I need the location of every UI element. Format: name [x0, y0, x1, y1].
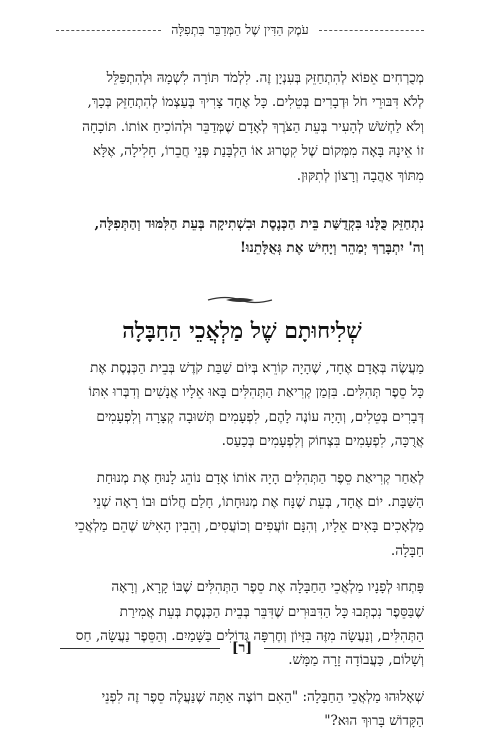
paragraph-1 [60, 66, 424, 188]
paragraph-3 [60, 356, 424, 454]
paragraph-line: נִתְחַזֵּק כֻּלָּנוּ בִּקְדֻשַּׁת בֵּית הַכְּנֶסֶת וּבִשְׁתִיקָה בְּעֵת הַלִּמּוּד וְהַתְּפִלָּה, [94, 216, 424, 232]
ornament-divider [206, 294, 274, 306]
page-number-footer [60, 640, 424, 657]
header-rule-right [319, 30, 424, 31]
paragraph-line: שְׁאָלוּהוּ מַלְאֲכֵי הַחַבָּלָה: "הַאִם רוֹצֶה אַתָּה שֶׁנַּעֲלֶה סֵפֶר זֶה לִפְנֵי [101, 688, 424, 705]
paragraph-6 [60, 685, 424, 734]
paragraph-line: וְשָׁלוֹם, כַּעֲבוֹדָה זָרָה מַמָּשׁ. [288, 652, 424, 669]
paragraph-line: הַקָּדוֹשׁ בָּרוּךְ הוּא?" [324, 713, 424, 730]
paragraph-line: וְה' יִתְבָּרַךְ יְמַהֵר וְיָחִישׁ אֶת גְּאֻלָּתֵנוּ! [239, 240, 424, 257]
footer-rule-right [264, 648, 424, 649]
running-header [56, 22, 424, 38]
paragraph-line: וְלֹא לַחְשֹׁשׁ לְהָעִיר בְּעֵת הַצֹּרֶךְ לְאָדָם שֶׁמְּדַבֵּר וּלְהוֹכִיחַ אוֹתוֹ. תּוֹכָחָה [82, 118, 424, 135]
paragraph-5 [60, 575, 424, 673]
running-title: עֹמֶק הַדִּין שֶׁל הַמְּדַבֵּר בִּתְפִלָּה [171, 22, 309, 37]
paragraph-line: מְכֻרְחִים אֵפוֹא לְהִתְחַזֵּק בְּעִנְיָן זֶה. לִלְמֹד תּוֹרָה לִשְׁמָהּ וּלְהִתְפַּלֵּל [106, 70, 424, 86]
chapter-title: שְׁלִיחוּתָם שֶׁל מַלְאֲכֵי הַחַבָּלָה [122, 318, 362, 344]
paragraph-line: שֶׁבַּסֵּפֶר נִכְתְּבוּ כָּל הַדִּבּוּרִים שֶׁדִּבֵּר בְּבֵית הַכְּנֶסֶת בְּעֵת אֲמִירַת [119, 603, 424, 620]
paragraph-line: מַעֲשֶׂה בְּאָדָם אֶחָד, שֶׁהָיָה קוֹרֵא בְּיוֹם שַׁבַּת קֹדֶשׁ בְּבֵית הַכְּנֶסֶת אֶת [90, 360, 424, 376]
paragraph-line: לְאַחַר קְרִיאַת סֵפֶר הַתְּהִלִּים הָיָה אוֹתוֹ אָדָם נוֹהֵג לָנוּחַ אֶת מְנוּחַת [96, 469, 424, 486]
paragraph-line: מִתּוֹךְ אַהֲבָה וְרָצוֹן לְתִקּוּן. [296, 167, 424, 184]
paragraph-line: הַתְּהִלִּים, וְנַעֲשָׂה מִזֶּה בִּזָּיוֹן וְחֶרְפָּה גְּדוֹלִים בַּשָּׁמַיִם. וְהַסֵּפֶר נַעֲשָׂה, חַס [75, 628, 424, 644]
paragraph-line: כָּל סֵפֶר תְּהִלִּים. בִּזְמַן קְרִיאַת הַתְּהִלִּים בָּאוּ אֵלָיו אֲנָשִׁים וְדִבְּרוּ אִתּוֹ [88, 384, 424, 401]
page-number: [ר] [231, 640, 253, 656]
paragraph-line: חַבָּלָה. [390, 542, 424, 559]
paragraph-line: דְּבָרִים בְּטֵלִים, וְהָיָה עוֹנֶה לָהֶם, לִפְעָמִים תְּשׁוּבָה קְצָרָה וְלִפְעָמִים [96, 408, 424, 425]
paragraph-line: אֲרֻכָּה, לִפְעָמִים בִּצְחוֹק וְלִפְעָמִים בְּכַעַס. [221, 433, 424, 450]
paragraph-line: זוֹ אֵינָהּ בָּאָה מִמְּקוֹם שֶׁל קִטְרוּג אוֹ הַלְבָּנַת פְּנֵי חֲבֵרוֹ, חָלִילָה, אֶלָּא [92, 143, 424, 160]
paragraph-line: הַשַּׁבָּת. יוֹם אֶחָד, בְּעֵת שֶׁנָּח אֶת מְנוּחָתוֹ, חָלַם חֲלוֹם וּבוֹ רָאָה שְׁנֵי [93, 494, 424, 510]
paragraph-line: לְלֹא דִּבּוּרֵי חֹל וּדְבָרִים בְּטֵלִים. כָּל אֶחָד צָרִיךְ בְּעַצְמוֹ לְהִתְחַזֵּק בְּכָךְ, [87, 94, 424, 111]
header-rule-left [56, 30, 161, 31]
paragraph-2 [60, 212, 424, 261]
footer-rule-left [60, 648, 220, 649]
paragraph-4 [60, 466, 424, 564]
paragraph-line: פָּתְחוּ לְפָנָיו מַלְאֲכֵי הַחַבָּלָה אֶת סֵפֶר הַתְּהִלִּים שֶׁבּוֹ קָרָא, וְרָאָה [111, 579, 424, 596]
paragraph-line: מַלְאָכִים בָּאִים אֵלָיו, וְהִנָּם זוֹעֲפִים וְכוֹעֲסִים, וְהֵבִין הָאִישׁ שֶׁהֵם מַלְאֲכֵי [74, 518, 424, 535]
